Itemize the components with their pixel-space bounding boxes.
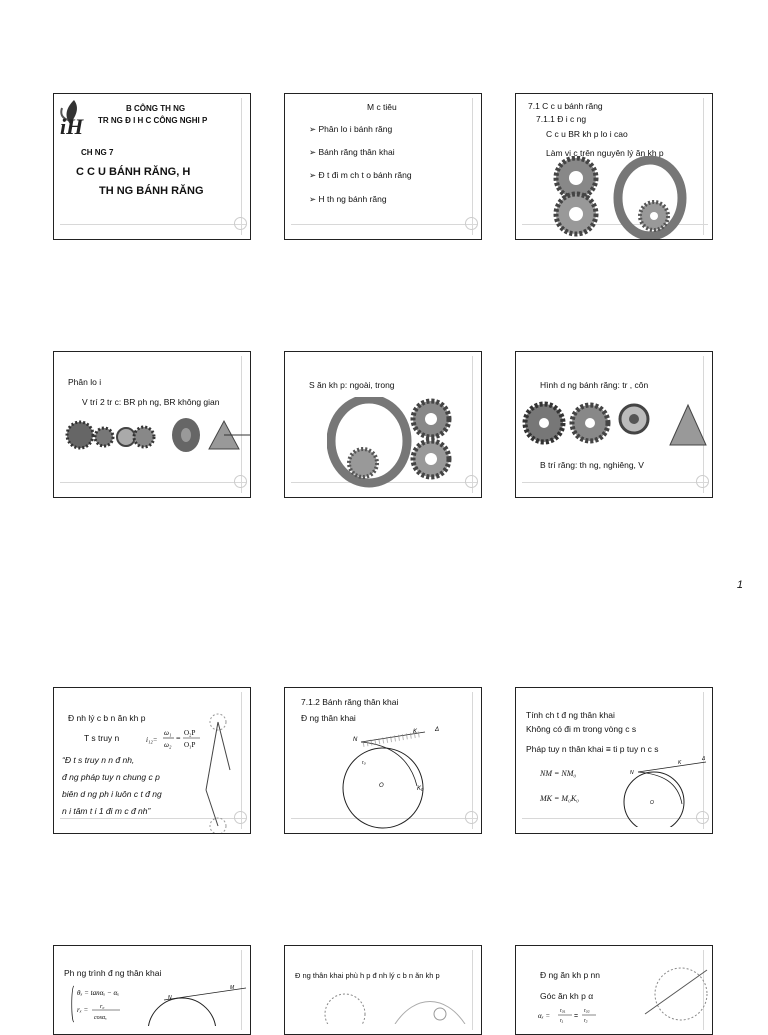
page-number: 1	[736, 579, 743, 591]
svg-text:Δ: Δ	[702, 756, 706, 762]
ratio-label: T s truy n	[84, 733, 120, 743]
svg-text:K₀: K₀	[417, 786, 424, 792]
university-name: TR NG Đ I H C CÔNG NGHI P	[98, 116, 208, 125]
bullet-item	[309, 194, 387, 205]
slide-subtitle: 7.1.1 Đ i c ng	[536, 114, 587, 124]
slide-title: S ăn kh p: ngoài, trong	[309, 380, 395, 390]
slide-decoration	[465, 811, 478, 824]
svg-text:r₀₂: r₀₂	[584, 1008, 590, 1014]
svg-text:αₓ =: αₓ =	[538, 1012, 551, 1020]
svg-text:N: N	[630, 770, 634, 776]
bullet-text: Phân lo i bánh răng	[318, 124, 393, 134]
slide-decoration	[291, 224, 477, 225]
theorem-quote-line: đ ng pháp tuy n chung c p	[62, 772, 160, 782]
slide-title: Đ nh lý c b n ăn kh p	[68, 713, 146, 723]
svg-text:r₀: r₀	[362, 760, 366, 766]
svg-text:K: K	[678, 760, 682, 766]
svg-text:θₓ = tanαₓ − αₓ: θₓ = tanαₓ − αₓ	[77, 989, 120, 997]
slide-decoration	[472, 356, 473, 493]
slide-decoration	[522, 482, 708, 483]
svg-text:ω₁: ω₁	[164, 729, 172, 737]
slide-4[interactable]	[53, 351, 251, 498]
slide-decoration	[472, 98, 473, 235]
gear-pair-image	[546, 156, 713, 240]
slide-decoration	[472, 692, 473, 829]
slide-title: Phân lo i	[68, 377, 102, 387]
theorem-quote-line: biên d ng ph i luôn c t đ ng	[62, 789, 162, 799]
slide-12[interactable]	[515, 945, 713, 1035]
bullet-text: Đ t đi m ch t o bánh răng	[318, 170, 412, 180]
svg-text:r₂: r₂	[584, 1018, 588, 1024]
slide-3[interactable]	[515, 93, 713, 240]
slide-subtitle: Đ ng thân khai	[301, 713, 356, 723]
slide-title: Đ ng ăn kh p nn	[540, 970, 601, 980]
slide-title-line1: C C U BÁNH RĂNG, H	[76, 166, 191, 178]
gear-types-image	[64, 417, 251, 457]
university-logo	[56, 98, 96, 144]
slide-decoration	[696, 475, 709, 488]
slide-decoration	[234, 217, 247, 230]
slide-line: C c u BR kh p lo i cao	[546, 129, 628, 139]
svg-text:cosαₓ: cosαₓ	[94, 1015, 107, 1021]
slide-6[interactable]	[515, 351, 713, 498]
slide-line: Góc ăn kh p α	[540, 991, 594, 1001]
slide-decoration	[465, 217, 478, 230]
svg-text:Δ: Δ	[435, 727, 440, 733]
slide-line: Pháp tuy n thân khai ≡ ti p tuy n c s	[526, 744, 659, 754]
svg-text:r₀: r₀	[100, 1004, 105, 1010]
slide-title: Hình d ng bánh răng: tr , côn	[540, 380, 649, 390]
slide-decoration	[241, 98, 242, 235]
involute-equations	[68, 982, 148, 1026]
svg-text:N: N	[353, 737, 358, 743]
bullet-arrow-icon: ➢	[309, 194, 317, 204]
svg-text:ω₂: ω₂	[164, 741, 172, 749]
ministry-name: B CÔNG TH NG	[126, 104, 186, 113]
svg-text:rₓ =: rₓ =	[77, 1006, 89, 1014]
theorem-quote-line: “Đ t s truy n n đ nh,	[62, 755, 135, 765]
bullet-arrow-icon: ➢	[309, 124, 317, 134]
angle-formula	[538, 1004, 608, 1026]
slide-title: Ph ng trình đ ng thân khai	[64, 968, 162, 978]
svg-text:r₁: r₁	[560, 1018, 564, 1024]
bullet-arrow-icon: ➢	[309, 170, 317, 180]
svg-text:=: =	[176, 734, 181, 743]
equation: MK = M₀K₀	[540, 794, 579, 803]
svg-text:=: =	[574, 1013, 579, 1020]
slide-1[interactable]	[53, 93, 251, 240]
svg-text:O₂P: O₂P	[184, 729, 196, 737]
slide-8[interactable]	[284, 687, 482, 834]
slide-decoration	[241, 692, 242, 829]
mechanism-diagram	[202, 710, 236, 834]
theorem-quote-line: n i tâm t i 1 đi m c đ nh”	[62, 806, 151, 816]
slide-title-line2: TH NG BÁNH RĂNG	[99, 185, 204, 197]
slide-7[interactable]	[53, 687, 251, 834]
involute-diagram	[614, 752, 710, 827]
gear-mesh-diagram	[641, 964, 711, 1024]
slide-title: Tính ch t đ ng thân khai	[526, 710, 615, 720]
bullet-item	[309, 170, 412, 181]
chapter-label: CH NG 7	[81, 148, 114, 157]
slide-decoration	[234, 475, 247, 488]
slide-11[interactable]	[284, 945, 482, 1035]
svg-text:O: O	[379, 783, 384, 789]
involute-diagram	[142, 982, 251, 1026]
slide-title: 7.1.2 Bánh răng thân khai	[301, 697, 399, 707]
slide-10[interactable]	[53, 945, 251, 1035]
slide-5[interactable]	[284, 351, 482, 498]
bullet-item	[309, 147, 395, 158]
bullet-item	[309, 124, 392, 135]
slide-decoration	[465, 475, 478, 488]
slide-decoration	[60, 482, 246, 483]
slide-9[interactable]	[515, 687, 713, 834]
slide-line: V trí 2 tr c: BR ph ng, BR không gian	[82, 397, 220, 407]
slide-title: Đ ng thân khai phù h p đ nh lý c b n ăn kh p	[295, 971, 440, 980]
equation: NM = NM₀	[540, 769, 577, 778]
svg-text:K: K	[413, 729, 418, 735]
slide-decoration	[60, 224, 246, 225]
svg-text:M: M	[230, 985, 235, 991]
bullet-arrow-icon: ➢	[309, 147, 317, 157]
gear-mesh-diagram	[295, 984, 475, 1024]
svg-text:r₀₁: r₀₁	[560, 1008, 566, 1014]
svg-text:O: O	[650, 800, 654, 806]
slide-line: Làm vi c trên nguyên lý ăn kh p	[546, 148, 664, 158]
svg-text:O₁P: O₁P	[184, 741, 196, 749]
slide-title: 7.1 C c u bánh răng	[528, 101, 603, 111]
bullet-text: Bánh răng thân khai	[318, 147, 395, 157]
svg-text:i₁₂=: i₁₂=	[146, 736, 158, 744]
involute-diagram	[325, 726, 455, 831]
gear-mesh-image	[327, 397, 457, 489]
svg-text:iH: iH	[60, 114, 84, 139]
slide-title: M c tiêu	[367, 102, 397, 112]
svg-text:N: N	[168, 995, 172, 1001]
slide-2[interactable]	[284, 93, 482, 240]
slide-line: B trí răng: th ng, nghiêng, V	[540, 460, 644, 470]
gear-shapes-image	[520, 397, 708, 452]
bullet-text: H th ng bánh răng	[318, 194, 387, 204]
slide-line: Không có đi m trong vòng c s	[526, 724, 637, 734]
